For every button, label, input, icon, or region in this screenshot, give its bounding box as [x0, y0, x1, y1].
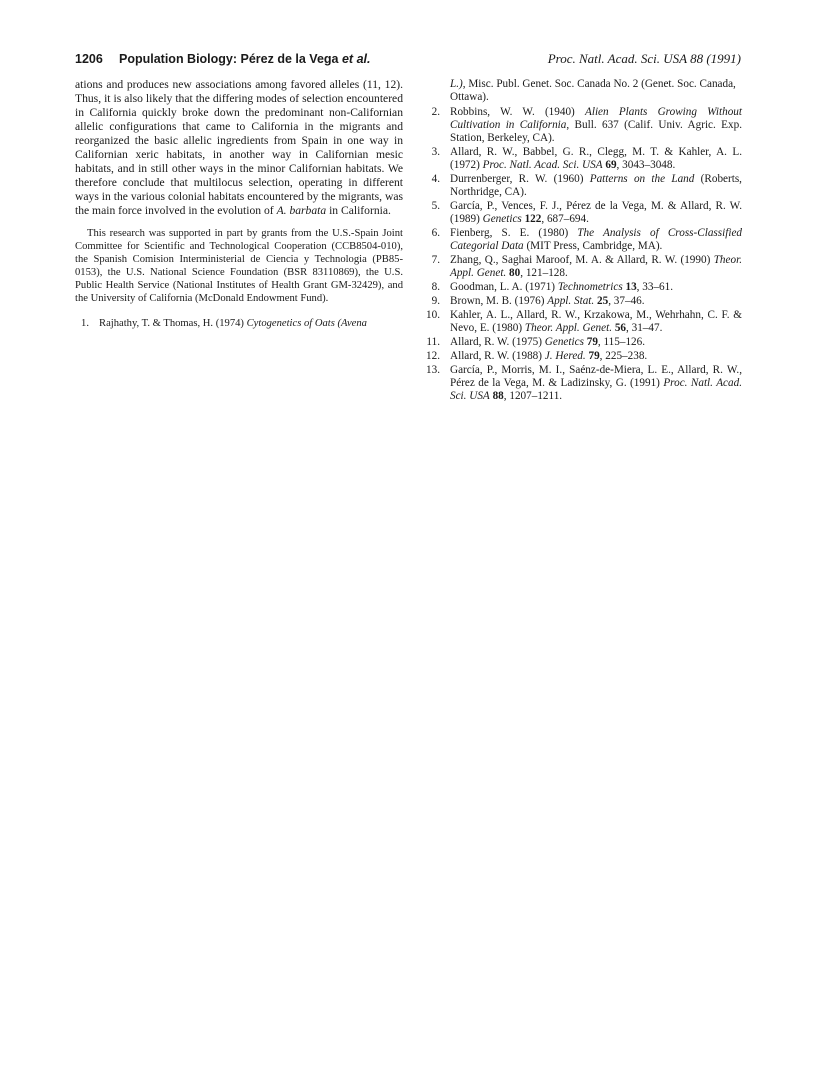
reference-9	[426, 295, 742, 308]
reference-number: 4.	[431, 173, 440, 185]
reference-authors: Zhang, Q., Saghai Maroof, M. A. & Allard, R. W. (1990)	[450, 254, 714, 266]
reference-publisher: (Roberts, Northridge, CA).	[450, 173, 742, 198]
reference-volume: 79	[586, 336, 598, 348]
reference-volume: 88	[492, 390, 504, 402]
reference-authors: García, P., Morris, M. I., Saénz-de-Miera, L. E., Allard, R. W., Pérez de la Vega, M. & Ladizinsky, G. (1991)	[450, 364, 742, 389]
reference-number: 12.	[426, 350, 440, 362]
reference-7	[426, 254, 742, 280]
reference-authors: Allard, R. W. (1988)	[450, 350, 545, 362]
reference-journal: J. Hered.	[544, 350, 586, 362]
right-column	[426, 78, 742, 404]
reference-8	[426, 281, 742, 294]
reference-title: Patterns on the Land	[589, 173, 695, 185]
reference-5	[426, 200, 742, 226]
journal-citation: Proc. Natl. Acad. Sci. USA 88 (1991)	[547, 51, 741, 66]
left-column	[75, 78, 403, 331]
reference-number: 3.	[431, 146, 440, 158]
reference-10	[426, 309, 742, 335]
section-title	[119, 50, 370, 68]
reference-number: 1.	[81, 318, 89, 329]
body-text: ations and produces new associations among favored alleles (11, 12). Thus, it is also likely that the differing modes of selection encountered in California quickly broke down the predominant non-Californian allelic configurations that came to California in the migrants and reorganized the basic allelic ingredients from Spain in one way in Californian xeric habitats, in another way in Californian mesic habitats, and in still other ways in the minor Californian habitats. We therefore conclude that multilocus selection, operating in different ways in the various colonial habitats encountered by the migrants, was the main force involved in the evolution of	[75, 78, 403, 217]
reference-1-continued	[426, 78, 742, 104]
page-number: 1206	[75, 52, 103, 66]
reference-journal: Genetics	[482, 213, 522, 225]
reference-number: 10.	[426, 309, 440, 321]
reference-pages: , 687–694.	[541, 213, 589, 225]
reference-publisher: , Misc. Publ. Genet. Soc. Canada No. 2 (Genet. Soc. Canada, Ottawa).	[450, 78, 736, 103]
reference-2	[426, 106, 742, 145]
body-text-end: in California.	[326, 204, 391, 217]
reference-authors: Allard, R. W., Babbel, G. R., Clegg, M. T. & Kahler, A. L. (1972)	[450, 146, 742, 171]
section-title-text: Population Biology: Pérez de la Vega	[119, 52, 339, 66]
reference-journal: Theor. Appl. Genet.	[524, 322, 613, 334]
reference-pages: , 225–238.	[599, 350, 648, 362]
reference-authors: Robbins, W. W. (1940)	[450, 106, 585, 118]
reference-authors: Rajhathy, T. & Thomas, H. (1974)	[99, 318, 247, 329]
species-name: A. barbata	[276, 204, 327, 217]
reference-number: 7.	[431, 254, 440, 266]
acknowledgment-paragraph: This research was supported in part by grants from the U.S.-Spain Joint Committee for Scientific and Technological Cooperation (CCB8504-010), the Spanish Comision Interministerial de Ciencia y Technologia (PB85-0153), the U.S. National Science Foundation (BSR 83110869), the U.S. Public Health Service (National Institutes of Health Grant GM-32429), and the University of California (McDonald Endowment Fund).	[75, 228, 403, 304]
reference-pages: , 121–128.	[520, 267, 568, 279]
reference-volume: 13	[625, 281, 637, 293]
reference-number: 5.	[431, 200, 440, 212]
reference-12	[426, 350, 742, 363]
reference-6	[426, 227, 742, 253]
reference-publisher: (MIT Press, Cambridge, MA).	[523, 240, 663, 252]
reference-authors: Kahler, A. L., Allard, R. W., Krzakowa, M., Wehrhahn, C. F. & Nevo, E. (1980)	[450, 309, 742, 334]
reference-authors: García, P., Vences, F. J., Pérez de la Vega, M. & Allard, R. W. (1989)	[450, 200, 742, 225]
reference-authors: Durrenberger, R. W. (1960)	[450, 173, 590, 185]
reference-authors: Allard, R. W. (1975)	[450, 336, 545, 348]
reference-number: 2.	[431, 106, 440, 118]
reference-pages: , 31–47.	[626, 322, 663, 334]
reference-volume: 80	[509, 267, 521, 279]
reference-authors: Brown, M. B. (1976)	[450, 295, 548, 307]
reference-pages: , 115–126.	[597, 336, 646, 348]
reference-journal: Theor. Appl. Genet.	[450, 254, 742, 279]
reference-title: The Analysis of Cross-Classified Categorial Data	[450, 227, 743, 252]
reference-4	[426, 173, 742, 199]
reference-journal: Genetics	[544, 336, 584, 348]
reference-number: 9.	[431, 295, 440, 307]
reference-volume: 56	[614, 322, 626, 334]
reference-number: 8.	[431, 281, 440, 293]
reference-journal: Technometrics	[557, 281, 623, 293]
reference-journal: Proc. Natl. Acad. Sci. USA	[482, 159, 603, 171]
reference-title: Alien Plants Growing Without Cultivation in California	[450, 106, 742, 131]
reference-publisher: , Bull. 637 (Calif. Univ. Agric. Exp. Station, Berkeley, CA).	[450, 119, 742, 144]
reference-1	[75, 317, 403, 330]
reference-pages: , 3043–3048.	[616, 159, 676, 171]
reference-3	[426, 146, 742, 172]
reference-number: 11.	[426, 336, 440, 348]
reference-journal: Appl. Stat.	[547, 295, 595, 307]
reference-11	[426, 336, 742, 349]
reference-13	[426, 364, 742, 403]
reference-pages: , 1207–1211.	[503, 390, 563, 402]
reference-authors: Goodman, L. A. (1971)	[450, 281, 558, 293]
reference-volume: 122	[524, 213, 542, 225]
reference-volume: 25	[597, 295, 609, 307]
reference-journal: Proc. Natl. Acad. Sci. USA	[450, 377, 742, 402]
body-paragraph	[75, 78, 403, 218]
reference-number: 6.	[431, 227, 440, 239]
reference-pages: , 33–61.	[636, 281, 674, 293]
section-etal: et al.	[341, 52, 371, 66]
reference-authors: Fienberg, S. E. (1980)	[450, 227, 578, 239]
reference-title: L.)	[450, 78, 463, 90]
reference-volume: 69	[605, 159, 617, 171]
running-header	[75, 50, 741, 68]
reference-volume: 79	[588, 350, 600, 362]
reference-number: 13.	[426, 364, 440, 376]
reference-title: Cytogenetics of Oats (Avena	[246, 318, 367, 329]
reference-pages: , 37–46.	[608, 295, 645, 307]
